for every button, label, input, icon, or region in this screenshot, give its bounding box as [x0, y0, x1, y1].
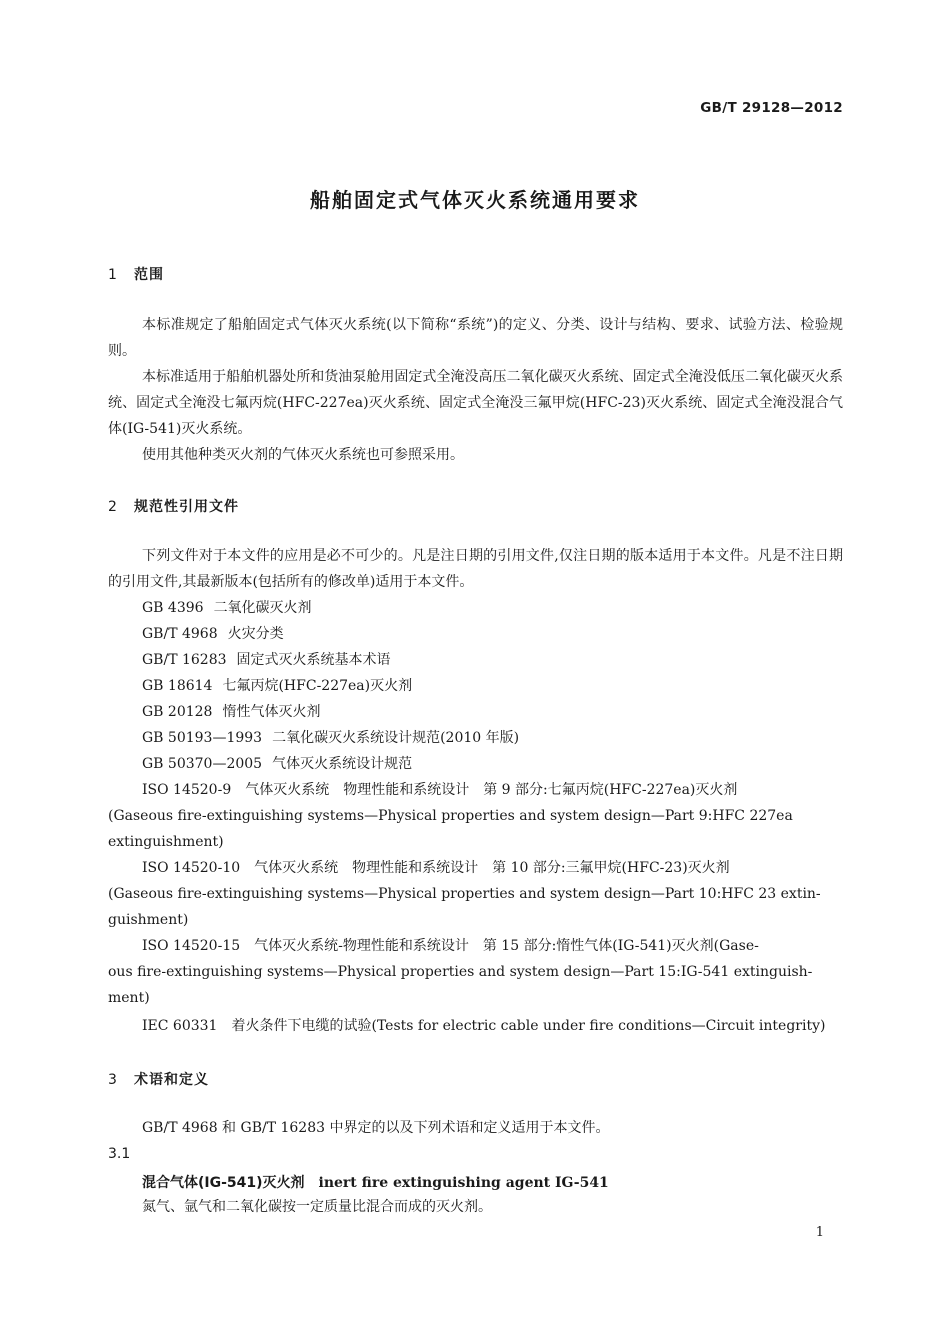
reference-name: 火灾分类 [227, 626, 284, 642]
section-3-heading [108, 1069, 209, 1089]
page-number: 1 [815, 1225, 824, 1240]
iec-reference: IEC 60331 着火条件下电缆的试验(Tests for electric cable under fire conditions—Circuit integrity) [142, 1018, 826, 1034]
section-number: 3 [108, 1072, 118, 1088]
iso-reference-line: ISO 14520-10 气体灭火系统 物理性能和系统设计 第 10 部分:三氟甲烷(HFC-23)灭火剂 [142, 860, 730, 876]
standard-number: GB/T 29128—2012 [700, 100, 843, 116]
section-1-heading [108, 264, 164, 284]
section-title: 术语和定义 [134, 1072, 209, 1088]
paragraph: 使用其他种类灭火剂的气体灭火系统也可参照采用。 [142, 447, 464, 463]
term-heading [142, 1172, 609, 1192]
term-definition: 氮气、氩气和二氧化碳按一定质量比混合而成的灭火剂。 [142, 1199, 492, 1215]
iso-reference-line: (Gaseous fire-extinguishing systems—Physical properties and system design—Part 9:HFC 227ea [108, 808, 793, 824]
paragraph: GB/T 4968 和 GB/T 16283 中界定的以及下列术语和定义适用于本文件。 [142, 1120, 610, 1136]
reference-item [142, 647, 391, 673]
paragraph: 下列文件对于本文件的应用是必不可少的。凡是注日期的引用文件,仅注日期的版本适用于本文件。凡是不注日期的引用文件,其最新版本(包括所有的修改单)适用于本文件。 [108, 548, 843, 590]
reference-name: 固定式灭火系统基本术语 [236, 652, 391, 668]
reference-code: GB 4396 [142, 600, 204, 616]
reference-item [142, 699, 320, 725]
section-number: 2 [108, 499, 118, 515]
iso-reference-line: ous fire-extinguishing systems—Physical properties and system design—Part 15:IG-541 extinguish- [108, 964, 813, 980]
section-2-heading [108, 496, 239, 516]
reference-item [142, 621, 284, 647]
reference-item [142, 751, 412, 777]
iso-reference-line: extinguishment) [108, 834, 224, 850]
section-number: 1 [108, 267, 118, 283]
reference-item [142, 673, 412, 699]
document-title: 船舶固定式气体灭火系统通用要求 [310, 188, 640, 212]
reference-item [142, 595, 312, 621]
paragraph: 本标准适用于船舶机器处所和货油泵舱用固定式全淹没高压二氧化碳灭火系统、固定式全淹没低压二氧化碳灭火系统、固定式全淹没七氟丙烷(HFC-227ea)灭火系统、固定式全淹没三氟甲烷(HFC-23)灭火系统、固定式全淹没混合气体(IG-541)灭火系统。 [108, 369, 843, 437]
reference-item [142, 725, 519, 751]
iso-reference-line: ISO 14520-15 气体灭火系统-物理性能和系统设计 第 15 部分:惰性气体(IG-541)灭火剂(Gase- [142, 938, 759, 954]
section-title: 范围 [134, 267, 164, 283]
reference-code: GB/T 16283 [142, 652, 227, 668]
reference-code: GB 50193—1993 [142, 730, 263, 746]
reference-code: GB/T 4968 [142, 626, 218, 642]
iso-reference-line: (Gaseous fire-extinguishing systems—Physical properties and system design—Part 10:HFC 23 extin- [108, 886, 821, 902]
reference-name: 气体灭火系统设计规范 [272, 756, 413, 772]
paragraph: 本标准规定了船舶固定式气体灭火系统(以下简称“系统”)的定义、分类、设计与结构、要求、试验方法、检验规则。 [108, 317, 843, 359]
term-number: 3.1 [108, 1146, 131, 1162]
reference-name: 惰性气体灭火剂 [222, 704, 321, 720]
iso-reference-line: ISO 14520-9 气体灭火系统 物理性能和系统设计 第 9 部分:七氟丙烷(HFC-227ea)灭火剂 [142, 782, 738, 798]
iso-reference-line: guishment) [108, 912, 189, 928]
reference-code: GB 20128 [142, 704, 213, 720]
reference-name: 二氧化碳灭火剂 [213, 600, 312, 616]
reference-code: GB 50370—2005 [142, 756, 263, 772]
reference-name: 七氟丙烷(HFC-227ea)灭火剂 [222, 678, 413, 694]
reference-name: 二氧化碳灭火系统设计规范(2010 年版) [272, 730, 520, 746]
reference-code: GB 18614 [142, 678, 213, 694]
term-english: inert fire extinguishing agent IG-541 [318, 1175, 609, 1191]
section-title: 规范性引用文件 [134, 499, 239, 515]
term-chinese: 混合气体(IG-541)灭火剂 [142, 1175, 305, 1191]
iso-reference-line: ment) [108, 990, 150, 1006]
